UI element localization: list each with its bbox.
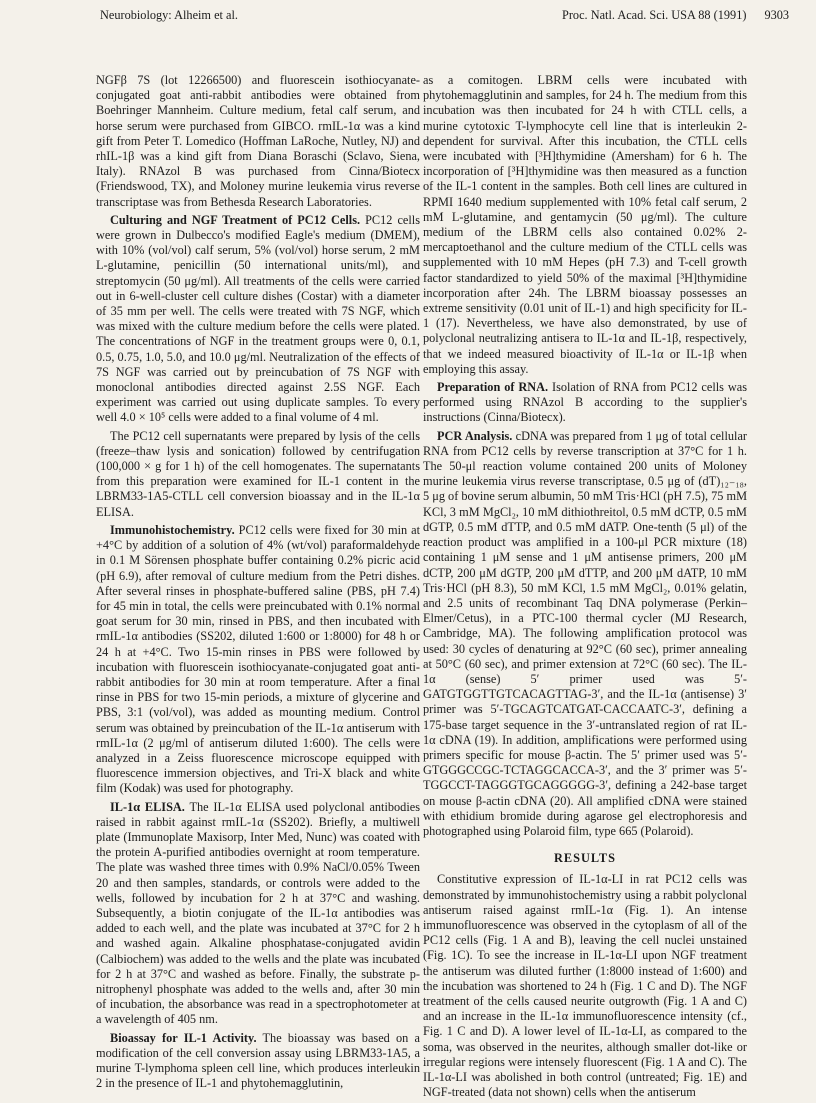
paragraph <box>96 73 420 210</box>
run-in-heading: PCR Analysis. <box>437 428 513 443</box>
run-in-heading: Culturing and NGF Treatment of PC12 Cells. <box>110 212 361 227</box>
paragraph <box>423 872 747 1100</box>
header-section: Neurobiology: Alheim et al. <box>100 8 238 22</box>
page-number: 9303 <box>764 8 790 22</box>
paragraph <box>96 800 420 1028</box>
header-journal: Proc. Natl. Acad. Sci. USA 88 (1991) 9303 <box>562 8 790 22</box>
running-header <box>0 8 816 28</box>
right-column <box>423 73 747 1103</box>
left-column <box>96 73 420 1094</box>
paragraph-text: cDNA was prepared from 1 μg of total cellular RNA from PC12 cells by reverse transcription at 37°C for 1 h. The 50-μl reaction volume contained 200 units of Moloney murine leukemia virus reverse transcriptase, 0.5 μg of (dT)₁₂₋₁₈, 5 μg of bovine serum albumin, 50 mM Tris·HCl (pH 7.5), 75 mM KCl, 3 mM MgCl₂, 10 mM dithiothreitol, 0.5 mM dCTP, 0.5 mM dGTP, 0.5 mM dTTP, and 0.5 mM dATP. One-tenth (5 μl) of the reaction product was amplified in a 100-μl PCR mixture (18) containing 1 μM sense and 1 μM antisense primers, 200 μM dCTP, 200 μM dGTP, 200 μM dTTP, and 200 μM dATP, 10 mM Tris·HCl (pH 8.3), 50 mM KCl, 1.5 mM MgCl₂, 0.01% gelatin, and 2.5 units of recombinant Taq DNA polymerase (Perkin–Elmer/Cetus), in a PTC-100 thermal cycler (MJ Research, Cambridge, MA). The following amplification protocol was used: 30 cycles of denaturing at 92°C (60 sec), primer annealing at 50°C (60 sec), and primer extension at 72°C (60 sec). The IL-1α (sense) 5′ primer used was 5′-GATGTGGTTGTCACAGTTAG-3′, and the IL-1α (antisense) 3′ primer was 5′-TGCAGTCATGAT-CACCAATC-3′, defining a 175-base target sequence in the 3′-untranslated region of rat IL-1α cDNA (19). In addition, amplifications were performed using primers specific for mouse β-actin. The 5′ primer used was 5′-GTGGGCCGC-TCTAGGCACCA-3′, and the 3′ primer was 5′-TGGCCT-TAGGGTGCAGGGGG-3′, defining a 242-base target on mouse β-actin cDNA (20). All amplified cDNA were stained with ethidium bromide during agarose gel electrophoresis and photographed using Polaroid film, type 665 (Polaroid). <box>423 428 747 838</box>
paragraph <box>423 429 747 839</box>
paragraph-text: as a comitogen. LBRM cells were incubated with phytohemagglutinin and samples, for 24 h. The medium from this incubation was then incubated for 24 h with CTLL cells, a murine cytotoxic T-lymphocyte cell line that is interleukin 2-dependent for survival. After this incubation, the CTLL cells were incubated with [³H]thymidine (Amersham) for 6 h. The incorporation of [³H]thymidine was then measured as a function of the IL-1 content in the samples. Both cell lines are cultured in RPMI 1640 medium supplemented with 10% fetal calf serum, 2 mM L-glutamine, and gentamycin (50 μg/ml). The culture medium of the LBRM cells also contained 0.02% 2-mercaptoethanol and the culture medium of the CTLL cells was supplemented with 10 mM Hepes (pH 7.3) and T-cell growth factor standardized to yield 50% of the maximal [³H]thymidine incorporation after 24h. The LBRM bioassay possesses an extreme sensitivity (0.01 unit of IL-1) and high specificity for IL-1 (17). Nevertheless, we have also demonstrated, by use of polyclonal neutralizing antisera to IL-1α and IL-1β, respectively, that we indeed measured bioactivity of IL-1α or IL-1β when employing this assay. <box>423 73 747 376</box>
paragraph <box>96 213 420 426</box>
paragraph-text: Isolation of RNA from PC12 cells was performed using RNAzol B according to the supplier's instructions (Cinna/Biotecx). <box>423 380 748 425</box>
paragraph <box>96 429 420 520</box>
run-in-heading: Bioassay for IL-1 Activity. <box>110 1030 257 1045</box>
section-heading: RESULTS <box>554 851 616 866</box>
paragraph-text: The IL-1α ELISA used polyclonal antibodies raised in rabbit against rmIL-1α (SS202). Briefly, a multiwell plate (Immunoplate Maxisorp, Inter Med, Nunc) was coated with the protein A-purified antibodies overnight at room temperature. The plate was washed three times with 0.9% NaCl/0.05% Tween 20 and then samples, standards, or controls were added to the wells, followed by incubation for 2 h at 37°C and washing. Subsequently, a biotin conjugate of the IL-1α antibodies was added to each well, and the plate was incubated at 37°C for 2 h and washed again. Alkaline phosphatase-conjugated avidin (Calbiochem) was added to the wells and the plate was incubated for 2 h at 37°C and washed as before. Finally, the substrate p-nitrophenyl phosphate was added to the wells and, after 30 min of incubation, the absorbance was read in a spectrophotometer at a wavelength of 405 nm. <box>96 799 420 1027</box>
paragraph-text: PC12 cells were grown in Dulbecco's modified Eagle's medium (DMEM), with 10% (vol/vol) calf serum, 5% (vol/vol) horse serum, 2 mM L-glutamine, penicillin (50 international units/ml), and streptomycin (50 μg/ml). All treatments of the cells were carried out in 6-well-cluster cell culture dishes (Costar) with a diameter of 35 mm per well. The cells were treated with 7S NGF, which was mixed with the culture medium before the cells were plated. The concentrations of NGF in the treatment groups were 0, 0.1, 0.5, 0.75, 1.0, 5.0, and 10.0 μg/ml. Neutralization of the effects of 7S NGF was carried out by preincubation of 7S NGF with monoclonal antibodies directed against 2.5S NGF. Each experiment was carried out using duplicate samples. To every well 4.0 × 10⁵ cells were added to a final volume of 4 ml. <box>96 212 420 425</box>
paragraph-text: The PC12 cell supernatants were prepared by lysis of the cells (freeze–thaw lysis and sonication) followed by centrifugation (100,000 × g for 1 h) of the cell homogenates. The supernatants from this preparation were examined for IL-1 content in the LBRM33-1A5-CTLL cell conversion bioassay and in the IL-1α ELISA. <box>96 428 420 519</box>
paragraph <box>96 523 420 797</box>
paragraph <box>423 73 747 377</box>
paragraph-text: Constitutive expression of IL-1α-LI in rat PC12 cells was demonstrated by immunohistochemistry using a rabbit polyclonal antiserum raised against rmIL-1α (Fig. 1). An intense immunofluorescence was observed in the cytoplasm of all of the PC12 cells (Fig. 1 A and B), leaving the cell nuclei unstained (Fig. 1C). To see the increase in IL-1α-LI upon NGF treatment the antiserum was diluted further (1:8000 instead of 1:600) and the incubation was shortened to 24 h (Fig. 1 C and D). The NGF treatment of the cells caused neurite outgrowth (Fig. 1 A and C) and an increase in the IL-1α immunofluorescence intensity (cf., Fig. 1 C and D). A lower level of IL-1α-LI, as compared to the soma, was observed in the neurites, although smaller dot-like or irregular regions were intensely fluorescent (Fig. 1 A and C). The IL-1α-LI was abolished in both control (untreated; Fig. 1E) and NGF-treated (data not shown) cells when the antiserum <box>423 872 747 1100</box>
run-in-heading: Preparation of RNA. <box>437 380 549 395</box>
run-in-heading: IL-1α ELISA. <box>110 799 185 814</box>
paragraph <box>423 380 747 426</box>
paragraph-text: The bioassay was based on a modification of the cell conversion assay using LBRM33-1A5, a murine T-lymphoma spleen cell line, which produces interleukin 2 in the presence of IL-1 and phytohemagglutinin, <box>96 1030 420 1091</box>
run-in-heading: Immunohistochemistry. <box>110 522 235 537</box>
paragraph-text: PC12 cells were fixed for 30 min at +4°C by addition of a solution of 4% (wt/vol) paraformaldehyde in 0.1 M Sörensen phosphate buffer containing 0.2% picric acid (pH 6.9), after removal of culture medium from the Petri dishes. After several rinses in phosphate-buffered saline (PBS, pH 7.4) for 45 min in total, the cells were preincubated with 0.1% normal goat serum for 30 min, rinsed in PBS, and then incubated with rmIL-1α antibodies (SS202, diluted 1:600 or 1:8000) for 48 h or 24 h at +4°C. Two 15-min rinses in PBS were followed by incubation with fluorescein isothiocyanate-conjugated goat anti-rabbit antibodies for 30 min at room temperature. After a final rinse in PBS for two 15-min periods, a mixture of glycerine and PBS, 3:1 (vol/vol), was added as mounting medium. Control serum was obtained by preincubation of the IL-1α antiserum with rmIL-1α (2 μg/ml of antiserum diluted 1:600). The cells were analyzed in a Zeiss fluorescence microscope equipped with fluorescence immersion objectives, and Tri-X black and white film (Kodak) was used for photography. <box>96 522 420 796</box>
paragraph-text: NGFβ 7S (lot 12266500) and fluorescein isothiocyanate-conjugated goat anti-rabbit antibodies were obtained from Boehringer Mannheim. Culture medium, fetal calf serum, and horse serum were purchased from GIBCO. rmIL-1α was a kind gift from Peter T. Lomedico (Hoffman LaRoche, Nutley, NJ) and rhIL-1β was a kind gift from Diana Boraschi (Sclavo, Siena, Italy). RNAzol B was purchased from Cinna/Biotecx (Friendswood, TX), and Moloney murine leukemia virus reverse transcriptase was from Bethesda Research Laboratories. <box>96 73 420 209</box>
paragraph <box>96 1031 420 1092</box>
